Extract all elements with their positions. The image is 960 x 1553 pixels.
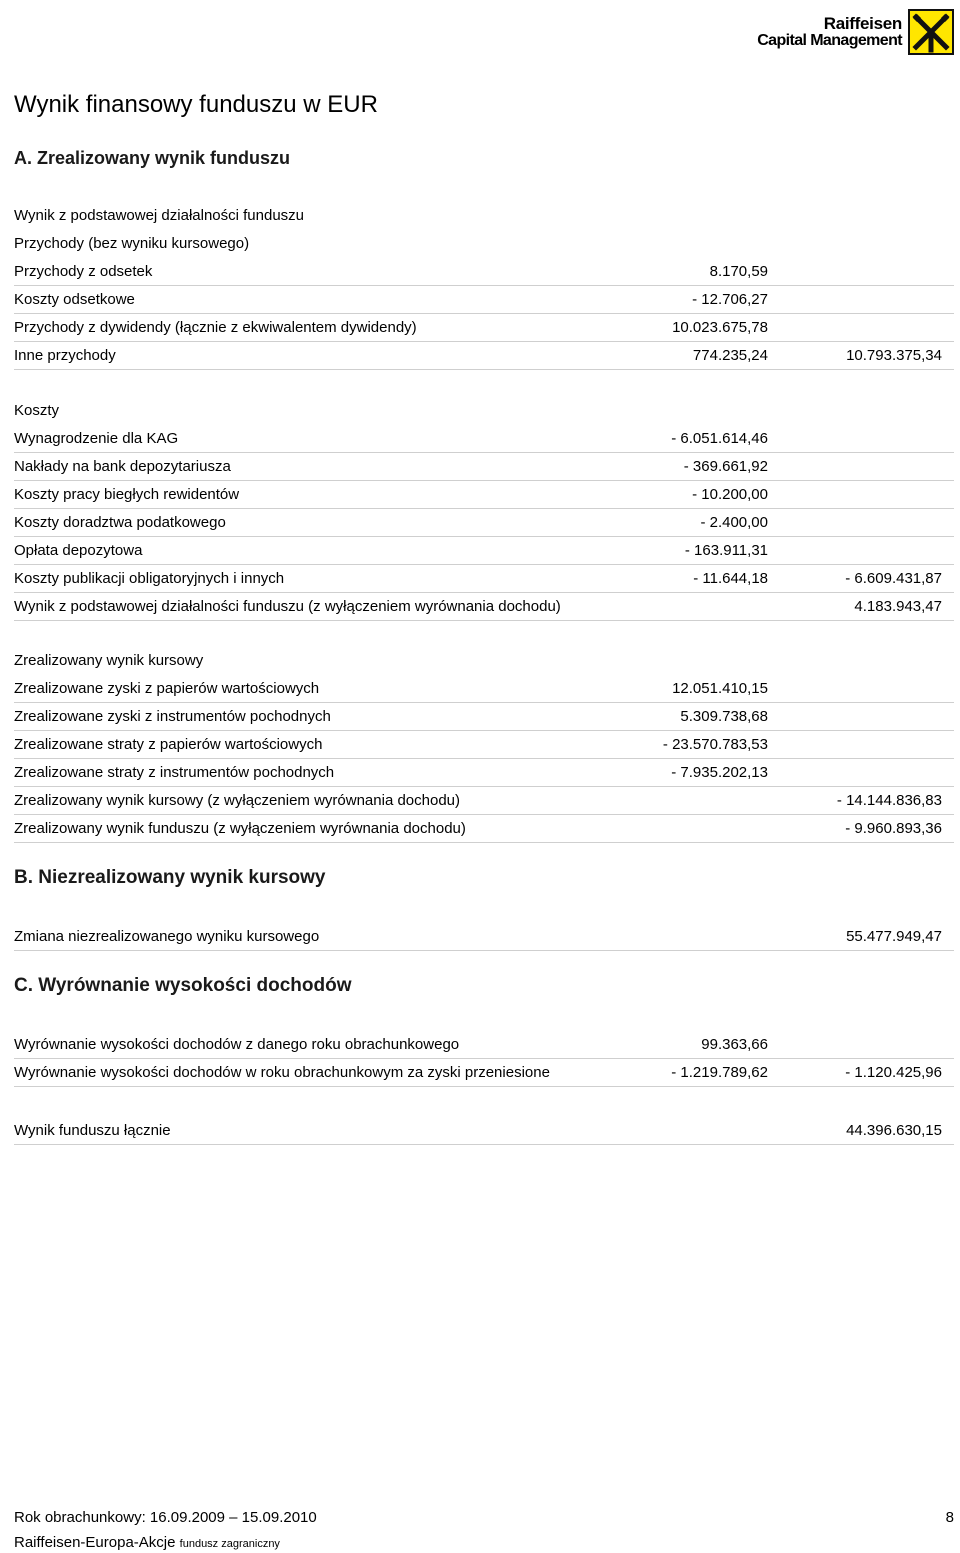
table-row xyxy=(14,646,954,674)
page-number: 8 xyxy=(945,1509,954,1526)
table-row xyxy=(14,285,954,314)
table-row xyxy=(14,1030,954,1059)
row-label: Przychody z odsetek xyxy=(14,263,153,280)
row-total: 10.793.375,34 xyxy=(846,347,942,364)
logo-line-2: Capital Management xyxy=(757,32,902,49)
row-label: Przychody z dywidendy (łącznie z ekwiwalentem dywidendy) xyxy=(14,319,417,336)
table-row xyxy=(14,229,954,257)
row-label: Wynik z podstawowej działalności funduszu (z wyłączeniem wyrównania dochodu) xyxy=(14,598,561,615)
page-title: Wynik finansowy funduszu w EUR xyxy=(14,91,378,118)
row-total: - 6.609.431,87 xyxy=(845,570,942,587)
section-a-heading: A. Zrealizowany wynik funduszu xyxy=(14,148,291,168)
row-label: Zrealizowany wynik kursowy (z wyłączeniem wyrównania dochodu) xyxy=(14,792,461,809)
raiffeisen-logo xyxy=(757,12,954,52)
row-total: - 1.120.425,96 xyxy=(845,1064,942,1081)
row-label: Wynik funduszu łącznie xyxy=(14,1122,171,1139)
row-label: Inne przychody xyxy=(14,347,116,364)
fiscal-year: Rok obrachunkowy: 16.09.2009 – 15.09.2010 xyxy=(14,1509,317,1526)
row-label: Wyrównanie wysokości dochodów z danego roku obrachunkowego xyxy=(14,1036,460,1053)
section-c-heading: C. Wyrównanie wysokości dochodów xyxy=(14,975,352,996)
row-label: Opłata depozytowa xyxy=(14,542,143,559)
row-total: 55.477.949,47 xyxy=(846,928,942,945)
logo-wordmark xyxy=(757,15,902,49)
row-amount: - 163.911,31 xyxy=(684,542,768,559)
table-row xyxy=(14,674,954,703)
row-amount: 10.023.675,78 xyxy=(672,319,768,336)
row-label: Wynagrodzenie dla KAG xyxy=(14,430,179,447)
table-row xyxy=(14,480,954,509)
row-amount: - 2.400,00 xyxy=(700,514,768,531)
row-amount: - 23.570.783,53 xyxy=(662,736,768,753)
row-label: Zrealizowane straty z papierów wartościowych xyxy=(14,736,323,753)
row-amount: - 10.200,00 xyxy=(692,486,768,503)
footer-period-line xyxy=(14,1509,954,1526)
row-amount: 774.235,24 xyxy=(692,347,768,364)
section-b-heading: B. Niezrealizowany wynik kursowy xyxy=(14,867,326,888)
row-amount: 8.170,59 xyxy=(709,263,768,280)
row-label: Koszty doradztwa podatkowego xyxy=(14,514,226,531)
row-amount: - 1.219.789,62 xyxy=(671,1064,768,1081)
logo-line-1: Raiffeisen xyxy=(823,14,902,33)
table-row xyxy=(14,341,954,370)
row-label: Koszty xyxy=(14,402,60,419)
row-label: Koszty pracy biegłych rewidentów xyxy=(14,486,240,503)
row-amount: - 7.935.202,13 xyxy=(671,764,768,781)
row-amount: 99.363,66 xyxy=(701,1036,768,1053)
total-row xyxy=(14,1116,954,1145)
row-label: Wyrównanie wysokości dochodów w roku obrachunkowym za zyski przeniesione xyxy=(14,1064,550,1081)
row-label: Zrealizowany wynik funduszu (z wyłączeniem wyrównania dochodu) xyxy=(14,820,466,837)
row-amount: 5.309.738,68 xyxy=(680,708,768,725)
row-label: Przychody (bez wyniku kursowego) xyxy=(14,235,250,252)
table-row xyxy=(14,313,954,342)
row-label: Zrealizowany wynik kursowy xyxy=(14,652,204,669)
table-row xyxy=(14,201,954,229)
row-label: Nakłady na bank depozytariusza xyxy=(14,458,231,475)
row-label: Zrealizowane straty z instrumentów pochodnych xyxy=(14,764,335,781)
table-row xyxy=(14,1058,954,1087)
table-row xyxy=(14,452,954,481)
row-label: Wynik z podstawowej działalności funduszu xyxy=(14,207,305,224)
row-total: - 9.960.893,36 xyxy=(845,820,942,837)
row-total: - 14.144.836,83 xyxy=(836,792,942,809)
table-row xyxy=(14,702,954,731)
row-label: Zrealizowane zyski z instrumentów pochodnych xyxy=(14,708,331,725)
table-row xyxy=(14,424,954,453)
table-row xyxy=(14,564,954,593)
table-row xyxy=(14,508,954,537)
table-row xyxy=(14,758,954,787)
row-amount: - 6.051.614,46 xyxy=(671,430,768,447)
footer-fund-line xyxy=(14,1534,954,1551)
table-row xyxy=(14,536,954,565)
table-row xyxy=(14,730,954,759)
raiffeisen-gable-cross-icon xyxy=(908,9,954,55)
row-label: Koszty publikacji obligatoryjnych i innych xyxy=(14,570,285,587)
row-label: Koszty odsetkowe xyxy=(14,291,135,308)
row-amount: - 12.706,27 xyxy=(692,291,768,308)
row-amount: - 11.644,18 xyxy=(693,570,768,587)
fund-type: fundusz zagraniczny xyxy=(179,1538,280,1550)
row-label: Zmiana niezrealizowanego wyniku kursowego xyxy=(14,928,320,945)
row-total: 44.396.630,15 xyxy=(846,1122,942,1139)
table-row xyxy=(14,396,954,424)
table-row xyxy=(14,786,954,815)
table-row xyxy=(14,592,954,621)
row-amount: 12.051.410,15 xyxy=(672,680,768,697)
row-amount: - 369.661,92 xyxy=(683,458,768,475)
row-label: Zrealizowane zyski z papierów wartościowych xyxy=(14,680,320,697)
row-total: 4.183.943,47 xyxy=(854,598,942,615)
fund-name: Raiffeisen-Europa-Akcje xyxy=(14,1534,176,1551)
table-row xyxy=(14,257,954,286)
table-row xyxy=(14,814,954,843)
table-row xyxy=(14,922,954,951)
